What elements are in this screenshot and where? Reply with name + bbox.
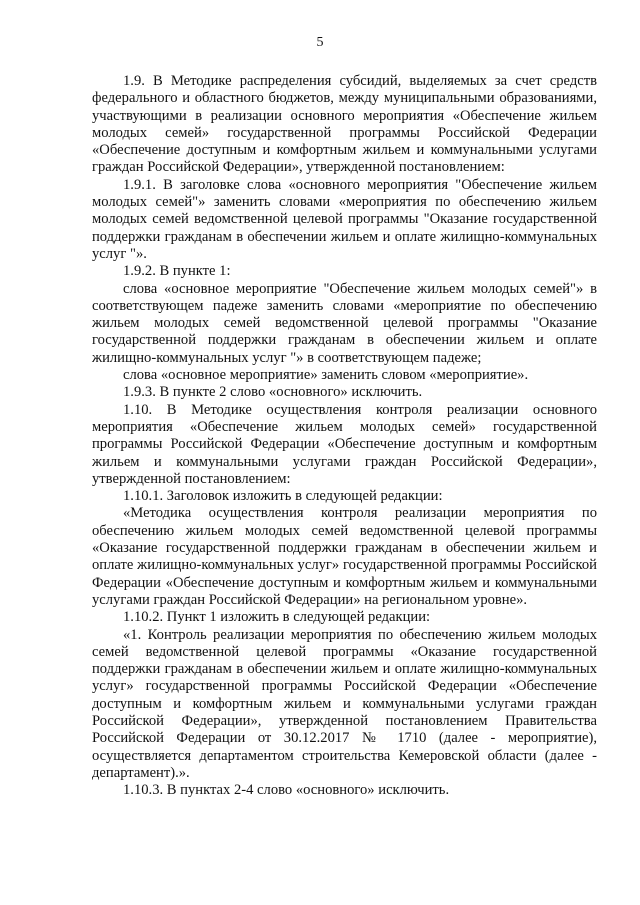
paragraph-1-10-2: 1.10.2. Пункт 1 изложить в следующей редакции: [123, 609, 431, 626]
paragraph-1-9-2-words-a: слова «основное мероприятие "Обеспечение жильем молодых семей"» в соответствующем падеже заменить словами «мероприятие по обеспечению жильем молодых семей ведомственной целевой программы "Оказание государственной поддержки гражданам в обеспечении жильем и оплате жилищно-коммунальных услуг "» в соответствующем падеже; [92, 280, 597, 366]
page-number: 5 [316, 35, 324, 50]
document-body [92, 73, 597, 799]
paragraph-1-10: 1.10. В Методике осуществления контроля реализации основного мероприятия «Обеспечение жильем молодых семей» государственной программы Российской Федерации «Обеспечение доступным и комфортным жильем и коммунальными услугами граждан Российской Федерации», утвержденной постановлением: [92, 401, 597, 487]
paragraph-1-9: 1.9. В Методике распределения субсидий, выделяемых за счет средств федерального и областного бюджетов, между муниципальными образованиями, участвующими в реализации основного мероприятия «Обеспечение жильем молодых семей» государственной программы Российской Федерации «Обеспечение доступным и комфортным жильем и коммунальными услугами граждан Российской Федерации», утвержденной постановлением: [92, 73, 597, 176]
paragraph-1-9-1: 1.9.1. В заголовке слова «основного мероприятия "Обеспечение жильем молодых семей"» заменить словами «мероприятия по обеспечению жильем молодых семей ведомственной целевой программы "Оказание государственной поддержки гражданам в обеспечении жильем и оплате жилищно-коммунальных услуг "». [92, 176, 597, 262]
paragraph-1-9-3: 1.9.3. В пункте 2 слово «основного» исключить. [123, 384, 423, 401]
paragraph-1-10-1-quote: «Методика осуществления контроля реализации мероприятия по обеспечению жильем молодых семей ведомственной целевой программы «Оказание государственной поддержки гражданам в обеспечении жильем и оплате жилищно-коммунальных услуг» государственной программы Российской Федерации «Обеспечение доступным и комфортным жильем и коммунальными услугами граждан Российской Федерации» на региональном уровне». [92, 505, 597, 608]
paragraph-1-9-2-words-b: слова «основное мероприятие» заменить словом «мероприятие». [123, 367, 529, 384]
paragraph-1-10-3: 1.10.3. В пунктах 2-4 слово «основного» исключить. [123, 782, 450, 799]
paragraph-1-10-2-quote: «1. Контроль реализации мероприятия по обеспечению жильем молодых семей ведомственной целевой программы «Оказание государственной поддержки гражданам в обеспечении жильем и оплате жилищно-коммунальных услуг» государственной программы Российской Федерации «Обеспечение доступным и комфортным жильем и коммунальными услугами граждан Российской Федерации», утвержденной постановлением Правительства Российской Федерации от 30.12.2017 № 1710 (далее - мероприятие), осуществляется департаментом строительства Кемеровской области (далее - департамент).». [92, 626, 597, 781]
paragraph-1-10-1: 1.10.1. Заголовок изложить в следующей редакции: [123, 488, 443, 505]
paragraph-1-9-2: 1.9.2. В пункте 1: [123, 263, 231, 280]
